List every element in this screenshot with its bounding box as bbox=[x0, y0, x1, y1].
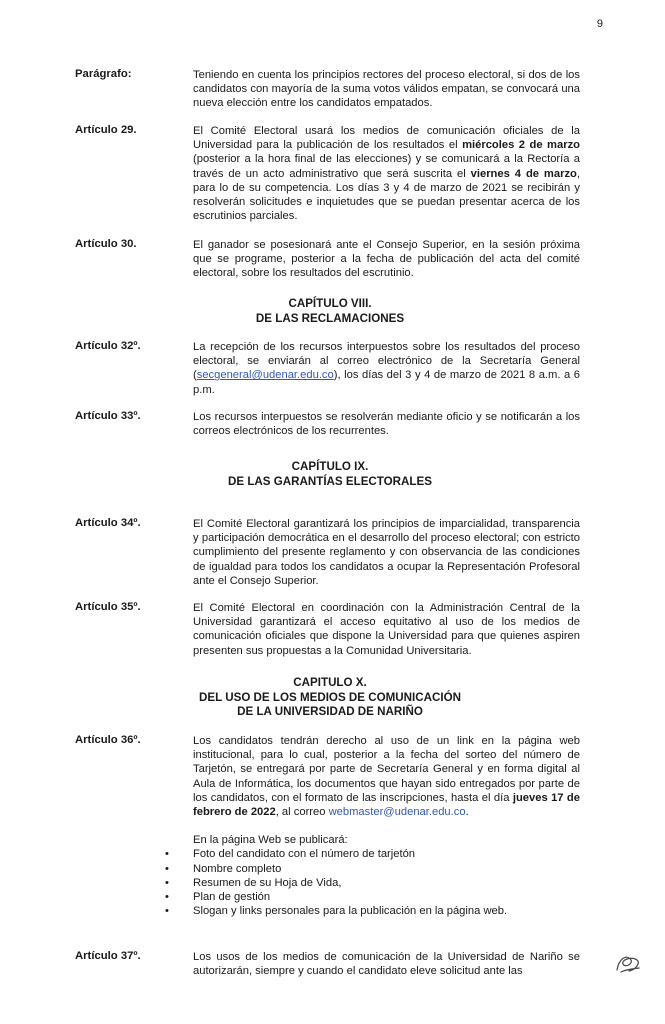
article-33-label: Artículo 33º. bbox=[75, 410, 141, 422]
article-34-text: El Comité Electoral garantizará los principios de imparcialidad, transparencia y participación democrática en el desarrollo del proceso electoral; con estricto cumplimiento del presente reglamento y con observancia de las condiciones de igualdad para todos los candidatos a ocupar la Representación Profesoral ante el Consejo Superior. bbox=[193, 518, 580, 587]
list-item: • Foto del candidato con el número de tarjetón bbox=[179, 847, 580, 861]
article-29-label: Artículo 29. bbox=[75, 124, 137, 136]
paragrafo-block bbox=[75, 68, 580, 111]
web-publication-list bbox=[193, 847, 580, 918]
article-32-label: Artículo 32º. bbox=[75, 340, 141, 352]
list-item: • Nombre completo bbox=[179, 862, 580, 876]
list-item: • Slogan y links personales para la publicación en la página web. bbox=[179, 904, 580, 918]
article-30 bbox=[75, 238, 580, 281]
article-37-text: Los usos de los medios de comunicación de la Universidad de Nariño se autorizarán, siempre y cuando el candidato eleve solicitud ante las bbox=[193, 951, 580, 978]
chapter-8-number: CAPÍTULO VIII. bbox=[288, 297, 372, 310]
article-36-text-2: , al correo bbox=[275, 806, 329, 819]
secgeneral-email-link[interactable]: secgeneral@udenar.edu.co bbox=[196, 369, 334, 382]
article-37-label: Artículo 37º. bbox=[75, 950, 141, 962]
article-33 bbox=[75, 410, 580, 438]
article-29-text-3: , para lo de su competencia. Los días 3 y 4 de marzo de 2021 se recibirán y resolverán solicitudes e inquietudes que se puedan presentar acerca de los escrutinios parciales. bbox=[193, 167, 580, 223]
article-36-label: Artículo 36º. bbox=[75, 734, 141, 746]
chapter-10-heading bbox=[110, 676, 550, 720]
page-number: 9 bbox=[596, 18, 603, 30]
article-29-text-1: El Comité Electoral usará los medios de comunicación oficiales de la Universidad para la publicación de los resultados el bbox=[193, 125, 580, 152]
chapter-8-heading bbox=[110, 297, 550, 326]
article-37 bbox=[75, 950, 580, 978]
article-35 bbox=[75, 601, 580, 658]
article-36-text-3: . bbox=[465, 806, 469, 819]
chapter-9-number: CAPÍTULO IX. bbox=[291, 460, 369, 473]
article-32 bbox=[75, 340, 580, 397]
article-34-label: Artículo 34º. bbox=[75, 517, 141, 529]
chapter-10-title-1: DEL USO DE LOS MEDIOS DE COMUNICACIÓN bbox=[199, 690, 461, 704]
web-list-intro: En la página Web se publicará: bbox=[193, 834, 348, 847]
article-36 bbox=[75, 734, 580, 918]
article-34 bbox=[75, 517, 580, 588]
chapter-10-number: CAPITULO X. bbox=[293, 676, 367, 689]
article-30-label: Artículo 30. bbox=[75, 238, 137, 250]
list-item: • Resumen de su Hoja de Vida, bbox=[179, 876, 580, 890]
article-33-text: Los recursos interpuestos se resolverán mediante oficio y se notificarán a los correos electrónicos de los recurrentes. bbox=[193, 411, 580, 438]
chapter-8-title: DE LAS RECLAMACIONES bbox=[255, 311, 405, 325]
article-36-date: jueves 17 de febrero de 2022 bbox=[193, 791, 580, 819]
article-29-date-2: viernes 4 de marzo bbox=[470, 167, 577, 180]
article-32-text-2: ), los días del 3 y 4 de marzo de 2021 8 a.m. a 6 p.m. bbox=[193, 369, 580, 396]
chapter-9-title: DE LAS GARANTÍAS ELECTORALES bbox=[228, 474, 432, 488]
article-29-text bbox=[193, 124, 580, 223]
article-32-text bbox=[193, 340, 580, 397]
article-29 bbox=[75, 124, 580, 223]
article-36-text-1: Los candidatos tendrán derecho al uso de un link en la página web institucional, para lo cual, posterior a la fecha del sorteo del número de Tarjetón, se entregará por parte de Secretaría General y en forma digital al Aula de Informática, los documentos que hayan sido entregados por parte de los candidatos, con el formato de las inscripciones, hasta el día bbox=[193, 735, 580, 804]
article-35-label: Artículo 35º. bbox=[75, 601, 141, 613]
paragrafo-text: Teniendo en cuenta los principios rectores del proceso electoral, si dos de los candidatos con mayoría de la suma votos válidos empatan, se convocará una nueva elección entre los candidatos empatados. bbox=[193, 69, 580, 110]
article-29-date-1: miércoles 2 de marzo bbox=[462, 139, 580, 152]
article-30-text: El ganador se posesionará ante el Consejo Superior, en la sesión próxima que se programe, posterior a la fecha de publicación del acta del comité electoral, sobre los resultados del escrutinio. bbox=[193, 239, 580, 280]
handwritten-initials-signature bbox=[613, 950, 643, 978]
article-36-text bbox=[193, 734, 580, 819]
article-29-text-2: (posterior a la hora final de las elecciones) y se comunicará a la Rectoría a través de un acto administrativo que será suscrita el bbox=[193, 153, 580, 180]
list-item: • Plan de gestión bbox=[179, 890, 580, 904]
chapter-9-heading bbox=[110, 460, 550, 489]
webmaster-email-link[interactable]: webmaster@udenar.edu.co bbox=[328, 806, 466, 819]
article-32-text-1: La recepción de los recursos interpuestos sobre los resultados del proceso electoral, se enviarán al correo electrónico de la Secretaría General ( bbox=[193, 341, 580, 382]
paragrafo-label: Parágrafo: bbox=[75, 68, 132, 80]
article-35-text: El Comité Electoral en coordinación con la Administración Central de la Universidad garantizará el acceso equitativo al uso de los medios de comunicación oficiales que dispone la Universidad para que quienes aspiren presenten sus propuestas a la Comunidad Universitaria. bbox=[193, 602, 580, 657]
chapter-10-title-2: DE LA UNIVERSIDAD DE NARIÑO bbox=[237, 705, 423, 719]
